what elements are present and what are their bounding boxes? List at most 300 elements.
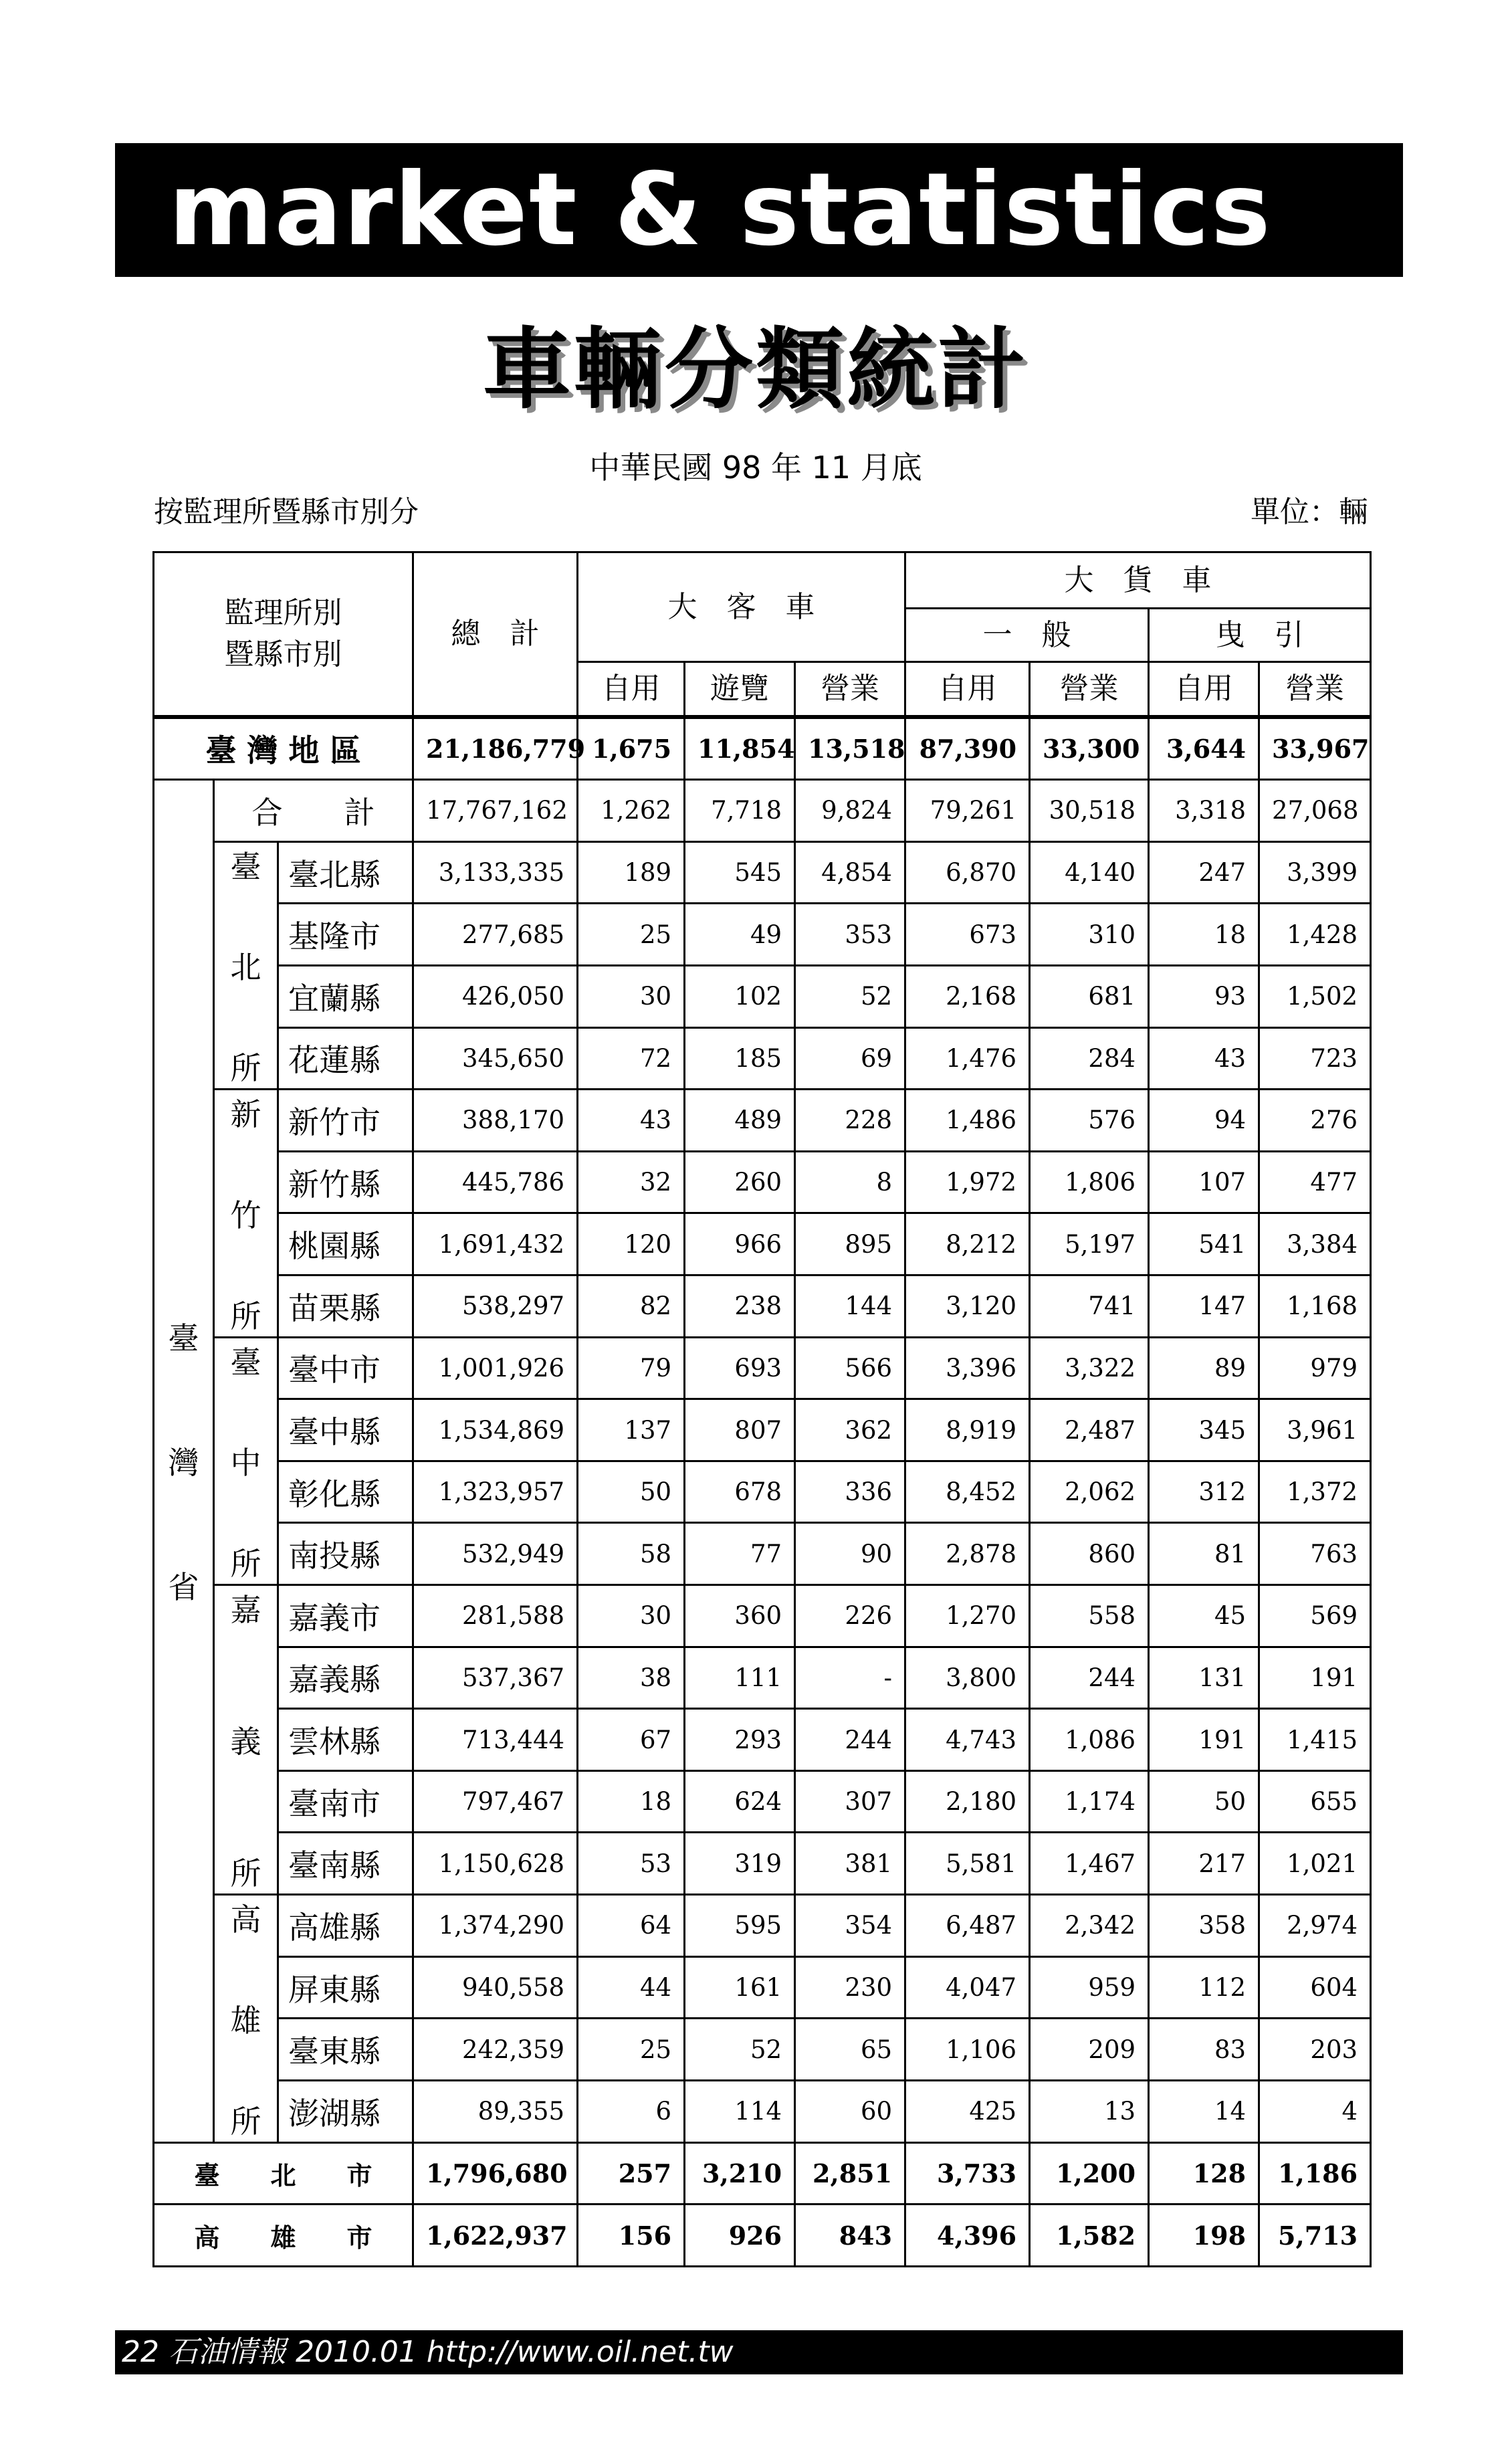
table-cell: 358: [1149, 1895, 1259, 1957]
table-cell: 1,582: [1030, 2205, 1149, 2267]
table-cell: 1,675: [578, 717, 685, 780]
table-cell: 319: [685, 1833, 795, 1895]
table-cell: 1,486: [905, 1090, 1030, 1152]
group-label-chiayi-office: [214, 1585, 278, 1895]
table-cell: 569: [1259, 1585, 1371, 1647]
table-row: [154, 1399, 1371, 1461]
header-bus: 大 客 車: [578, 552, 905, 662]
table-cell: 1,972: [905, 1151, 1030, 1213]
header-corner-line2: 暨縣市別: [224, 637, 342, 672]
header-total: 總 計: [413, 552, 578, 717]
table-cell: 843: [795, 2205, 905, 2267]
table-cell: 83: [1149, 2019, 1259, 2081]
table-row: [154, 2205, 1371, 2267]
table-cell: 445,786: [413, 1151, 578, 1213]
group-char: 臺: [168, 1320, 199, 1357]
group-char: 所: [230, 2103, 261, 2140]
table-cell: 4,854: [795, 841, 905, 904]
table-cell: 1,001,926: [413, 1337, 578, 1399]
header-corner: [154, 552, 413, 717]
table-cell: 1,270: [905, 1585, 1030, 1647]
table-cell: 5,713: [1259, 2205, 1371, 2267]
table-cell: 310: [1030, 904, 1149, 966]
statistics-table: [152, 551, 1372, 2267]
table-cell: 226: [795, 1585, 905, 1647]
table-row: [154, 1895, 1371, 1957]
table-cell: 3,396: [905, 1337, 1030, 1399]
table-cell: 53: [578, 1833, 685, 1895]
group-label-taipei-office: [214, 841, 278, 1089]
county-label: 彰化縣: [278, 1461, 413, 1523]
table-cell: 43: [1149, 1027, 1259, 1090]
table-cell: 67: [578, 1709, 685, 1771]
table-cell: 655: [1259, 1770, 1371, 1833]
table-cell: 3,210: [685, 2142, 795, 2205]
table-cell: 8,452: [905, 1461, 1030, 1523]
table-cell: 18: [1149, 904, 1259, 966]
county-label: 臺北縣: [278, 841, 413, 904]
table-cell: 209: [1030, 2019, 1149, 2081]
table-cell: 1,502: [1259, 965, 1371, 1027]
table-cell: 25: [578, 2019, 685, 2081]
group-char: 所: [230, 1050, 261, 1087]
table-cell: 3,644: [1149, 717, 1259, 780]
table-cell: 693: [685, 1337, 795, 1399]
table-cell: 260: [685, 1151, 795, 1213]
table-cell: 681: [1030, 965, 1149, 1027]
county-label: 雲林縣: [278, 1709, 413, 1771]
table-cell: 1,534,869: [413, 1399, 578, 1461]
table-cell: 360: [685, 1585, 795, 1647]
county-label: 臺東縣: [278, 2019, 413, 2081]
table-cell: 13: [1030, 2080, 1149, 2142]
table-row: [154, 1213, 1371, 1275]
table-cell: 33,967: [1259, 717, 1371, 780]
table-cell: 43: [578, 1090, 685, 1152]
table-cell: 2,342: [1030, 1895, 1149, 1957]
group-char: 省: [168, 1569, 199, 1606]
table-row: [154, 1337, 1371, 1399]
header-banner: [115, 143, 1403, 277]
table-cell: 5,197: [1030, 1213, 1149, 1275]
group-label-kaohsiung-office: [214, 1895, 278, 2142]
table-cell: 2,974: [1259, 1895, 1371, 1957]
table-row: [154, 1956, 1371, 2019]
table-cell: 65: [795, 2019, 905, 2081]
table-cell: 678: [685, 1461, 795, 1523]
unit-note: 單位：輛: [1251, 495, 1368, 529]
table-cell: 345,650: [413, 1027, 578, 1090]
header-bus-commercial: 營業: [795, 662, 905, 717]
table-cell: 895: [795, 1213, 905, 1275]
table-cell: 741: [1030, 1275, 1149, 1338]
table-cell: 131: [1149, 1647, 1259, 1709]
table-cell: 3,399: [1259, 841, 1371, 904]
group-char: 所: [230, 1546, 261, 1582]
table-row: [154, 1275, 1371, 1338]
table-cell: 69: [795, 1027, 905, 1090]
table-cell: 112: [1149, 1956, 1259, 2019]
table-cell: 604: [1259, 1956, 1371, 2019]
table-cell: 538,297: [413, 1275, 578, 1338]
table-cell: 4: [1259, 2080, 1371, 2142]
table-row: [154, 1151, 1371, 1213]
table-cell: 979: [1259, 1337, 1371, 1399]
table-cell: 2,487: [1030, 1399, 1149, 1461]
table-cell: 1,150,628: [413, 1833, 578, 1895]
table-cell: 147: [1149, 1275, 1259, 1338]
table-cell: 244: [795, 1709, 905, 1771]
group-char: 嘉: [230, 1592, 261, 1629]
table-cell: 959: [1030, 1956, 1149, 2019]
table-cell: 1,476: [905, 1027, 1030, 1090]
table-cell: 354: [795, 1895, 905, 1957]
group-char: 灣: [168, 1445, 199, 1481]
group-label-province: [154, 780, 214, 2142]
header-tractor: 曳 引: [1149, 609, 1371, 662]
table-cell: 49: [685, 904, 795, 966]
header-general: 一 般: [905, 609, 1149, 662]
table-cell: 38: [578, 1647, 685, 1709]
header-tractor-private: 自用: [1149, 662, 1259, 717]
table-cell: 8,212: [905, 1213, 1030, 1275]
table-cell: 1,186: [1259, 2142, 1371, 2205]
table-cell: 120: [578, 1213, 685, 1275]
table-cell: 1,806: [1030, 1151, 1149, 1213]
table-cell: 114: [685, 2080, 795, 2142]
table-cell: 238: [685, 1275, 795, 1338]
table-cell: 860: [1030, 1523, 1149, 1585]
table-cell: 381: [795, 1833, 905, 1895]
table-cell: 284: [1030, 1027, 1149, 1090]
table-cell: 137: [578, 1399, 685, 1461]
table-cell: 276: [1259, 1090, 1371, 1152]
table-cell: 1,323,957: [413, 1461, 578, 1523]
table-cell: 79: [578, 1337, 685, 1399]
table-cell: 545: [685, 841, 795, 904]
table-cell: 763: [1259, 1523, 1371, 1585]
table-cell: 426,050: [413, 965, 578, 1027]
county-label: 苗栗縣: [278, 1275, 413, 1338]
group-char: 雄: [230, 2002, 261, 2039]
table-cell: 128: [1149, 2142, 1259, 2205]
table-cell: 257: [578, 2142, 685, 2205]
table-cell: 2,878: [905, 1523, 1030, 1585]
table-row: [154, 2080, 1371, 2142]
table-cell: 489: [685, 1090, 795, 1152]
table-cell: 185: [685, 1027, 795, 1090]
table-row: [154, 2142, 1371, 2205]
table-cell: 1,106: [905, 2019, 1030, 2081]
county-label: 新竹縣: [278, 1151, 413, 1213]
table-cell: 52: [795, 965, 905, 1027]
table-cell: 89: [1149, 1337, 1259, 1399]
table-cell: 4,047: [905, 1956, 1030, 2019]
table-cell: 50: [1149, 1770, 1259, 1833]
header-tractor-commercial: 營業: [1259, 662, 1371, 717]
table-cell: 230: [795, 1956, 905, 2019]
group-char: 臺: [230, 1344, 261, 1380]
table-row: [154, 1523, 1371, 1585]
table-cell: 102: [685, 965, 795, 1027]
table-cell: 3,120: [905, 1275, 1030, 1338]
table-row: [154, 1090, 1371, 1152]
table-row: [154, 965, 1371, 1027]
table-cell: 312: [1149, 1461, 1259, 1523]
county-label: 高雄縣: [278, 1895, 413, 1957]
table-cell: 353: [795, 904, 905, 966]
table-cell: 6: [578, 2080, 685, 2142]
table-cell: 33,300: [1030, 717, 1149, 780]
table-cell: 18: [578, 1770, 685, 1833]
table-row: [154, 1833, 1371, 1895]
table-cell: 1,415: [1259, 1709, 1371, 1771]
table-cell: 3,322: [1030, 1337, 1149, 1399]
table-cell: 336: [795, 1461, 905, 1523]
table-cell: 90: [795, 1523, 905, 1585]
group-char: 義: [230, 1724, 261, 1760]
county-label: 臺中縣: [278, 1399, 413, 1461]
table-cell: 144: [795, 1275, 905, 1338]
table-cell: 247: [1149, 841, 1259, 904]
table-cell: 966: [685, 1213, 795, 1275]
table-cell: 566: [795, 1337, 905, 1399]
table-cell: 1,622,937: [413, 2205, 578, 2267]
county-label: 屏東縣: [278, 1956, 413, 2019]
table-cell: 11,854: [685, 717, 795, 780]
table-cell: 27,068: [1259, 780, 1371, 842]
table-cell: 32: [578, 1151, 685, 1213]
table-cell: 307: [795, 1770, 905, 1833]
table-cell: 77: [685, 1523, 795, 1585]
table-cell: 8: [795, 1151, 905, 1213]
table-cell: 4,140: [1030, 841, 1149, 904]
table-cell: 1,796,680: [413, 2142, 578, 2205]
table-cell: 3,133,335: [413, 841, 578, 904]
table-cell: 30: [578, 965, 685, 1027]
group-char: 所: [230, 1855, 261, 1892]
table-row: [154, 1647, 1371, 1709]
header-general-private: 自用: [905, 662, 1030, 717]
table-cell: 44: [578, 1956, 685, 2019]
table-cell: 30: [578, 1585, 685, 1647]
group-char: 中: [230, 1445, 261, 1481]
table-cell: 797,467: [413, 1770, 578, 1833]
footer-bar: [115, 2330, 1403, 2374]
group-label-taichung-office: [214, 1337, 278, 1584]
table-cell: 576: [1030, 1090, 1149, 1152]
county-label: 桃園縣: [278, 1213, 413, 1275]
table-cell: 2,851: [795, 2142, 905, 2205]
table-cell: 541: [1149, 1213, 1259, 1275]
header-corner-line1: 監理所別: [224, 596, 342, 631]
table-body: [154, 717, 1371, 2267]
group-char: 所: [230, 1298, 261, 1334]
table-cell: 537,367: [413, 1647, 578, 1709]
row-label: 臺 灣 地 區: [154, 717, 413, 780]
table-cell: 217: [1149, 1833, 1259, 1895]
table-cell: 107: [1149, 1151, 1259, 1213]
table-cell: 156: [578, 2205, 685, 2267]
table-cell: 191: [1149, 1709, 1259, 1771]
table-row: [154, 1461, 1371, 1523]
page-title: 車輛分類統計: [483, 318, 1029, 421]
table-cell: 13,518: [795, 717, 905, 780]
table-cell: 1,168: [1259, 1275, 1371, 1338]
header-bus-tour: 遊覽: [685, 662, 795, 717]
table-cell: 362: [795, 1399, 905, 1461]
table-cell: 21,186,779: [413, 717, 578, 780]
table-cell: 60: [795, 2080, 905, 2142]
row-label: 高 雄 市: [154, 2205, 413, 2267]
table-cell: 2,168: [905, 965, 1030, 1027]
table-cell: 9,824: [795, 780, 905, 842]
table-cell: 72: [578, 1027, 685, 1090]
table-cell: 203: [1259, 2019, 1371, 2081]
table-cell: 1,428: [1259, 904, 1371, 966]
table-cell: 8,919: [905, 1399, 1030, 1461]
table-cell: 1,200: [1030, 2142, 1149, 2205]
group-char: 北: [230, 949, 261, 986]
county-label: 基隆市: [278, 904, 413, 966]
county-label: 新竹市: [278, 1090, 413, 1152]
county-label: 澎湖縣: [278, 2080, 413, 2142]
county-label: 花蓮縣: [278, 1027, 413, 1090]
table-cell: 1,372: [1259, 1461, 1371, 1523]
table-row: [154, 1709, 1371, 1771]
table-row: [154, 1770, 1371, 1833]
table-cell: 81: [1149, 1523, 1259, 1585]
table-cell: 58: [578, 1523, 685, 1585]
county-label: 宜蘭縣: [278, 965, 413, 1027]
county-label: 臺南市: [278, 1770, 413, 1833]
table-cell: 30,518: [1030, 780, 1149, 842]
table-cell: 477: [1259, 1151, 1371, 1213]
county-label: 嘉義市: [278, 1585, 413, 1647]
group-char: 高: [230, 1902, 261, 1938]
table-cell: 3,733: [905, 2142, 1030, 2205]
table-cell: 1,467: [1030, 1833, 1149, 1895]
table-cell: 293: [685, 1709, 795, 1771]
banner-title: market & statistics: [169, 152, 1272, 268]
table-cell: 558: [1030, 1585, 1149, 1647]
report-date: 中華民國 98 年 11 月底: [589, 449, 922, 486]
group-char: 新: [230, 1096, 261, 1133]
table-row: [154, 1585, 1371, 1647]
table-cell: 228: [795, 1090, 905, 1152]
table-cell: 281,588: [413, 1585, 578, 1647]
table-cell: 82: [578, 1275, 685, 1338]
table-cell: 244: [1030, 1647, 1149, 1709]
table-cell: 1,262: [578, 780, 685, 842]
table-cell: 1,374,290: [413, 1895, 578, 1957]
table-cell: 45: [1149, 1585, 1259, 1647]
table-cell: 6,487: [905, 1895, 1030, 1957]
table-cell: 425: [905, 2080, 1030, 2142]
table-cell: 807: [685, 1399, 795, 1461]
table-cell: -: [795, 1647, 905, 1709]
group-char: 竹: [230, 1197, 261, 1233]
table-cell: 7,718: [685, 780, 795, 842]
table-cell: 64: [578, 1895, 685, 1957]
table-cell: 940,558: [413, 1956, 578, 2019]
table-cell: 242,359: [413, 2019, 578, 2081]
table-cell: 25: [578, 904, 685, 966]
table-row: [154, 780, 1371, 842]
table-cell: 532,949: [413, 1523, 578, 1585]
table-row: [154, 1027, 1371, 1090]
table-cell: 713,444: [413, 1709, 578, 1771]
table-cell: 3,318: [1149, 780, 1259, 842]
table-row: [154, 904, 1371, 966]
table-cell: 595: [685, 1895, 795, 1957]
table-cell: 6,870: [905, 841, 1030, 904]
table-cell: 161: [685, 1956, 795, 2019]
table-cell: 191: [1259, 1647, 1371, 1709]
table-cell: 79,261: [905, 780, 1030, 842]
group-label-hsinchu-office: [214, 1090, 278, 1337]
table-cell: 4,743: [905, 1709, 1030, 1771]
table-cell: 94: [1149, 1090, 1259, 1152]
table-row: [154, 717, 1371, 780]
row-label: 臺 北 市: [154, 2142, 413, 2205]
header-bus-private: 自用: [578, 662, 685, 717]
header-general-commercial: 營業: [1030, 662, 1149, 717]
row-label: 合 計: [214, 780, 413, 842]
table-cell: 3,800: [905, 1647, 1030, 1709]
table-cell: 17,767,162: [413, 780, 578, 842]
table-cell: 1,691,432: [413, 1213, 578, 1275]
table-cell: 1,086: [1030, 1709, 1149, 1771]
table-cell: 277,685: [413, 904, 578, 966]
table-cell: 198: [1149, 2205, 1259, 2267]
table-cell: 624: [685, 1770, 795, 1833]
table-cell: 89,355: [413, 2080, 578, 2142]
table-cell: 388,170: [413, 1090, 578, 1152]
table-cell: 5,581: [905, 1833, 1030, 1895]
table-cell: 93: [1149, 965, 1259, 1027]
table-cell: 189: [578, 841, 685, 904]
table-cell: 50: [578, 1461, 685, 1523]
table-cell: 3,961: [1259, 1399, 1371, 1461]
table-row: [154, 2019, 1371, 2081]
table-cell: 1,174: [1030, 1770, 1149, 1833]
header-truck: 大 貨 車: [905, 552, 1371, 609]
table-cell: 1,021: [1259, 1833, 1371, 1895]
table-cell: 14: [1149, 2080, 1259, 2142]
vehicle-statistics-table: [152, 551, 1370, 2267]
county-label: 臺南縣: [278, 1833, 413, 1895]
table-cell: 345: [1149, 1399, 1259, 1461]
table-cell: 2,180: [905, 1770, 1030, 1833]
group-char: 臺: [230, 848, 261, 885]
county-label: 臺中市: [278, 1337, 413, 1399]
table-row: [154, 841, 1371, 904]
county-label: 南投縣: [278, 1523, 413, 1585]
table-cell: 111: [685, 1647, 795, 1709]
footer-text: 22 石油情報 2010.01 http://www.oil.net.tw: [122, 2335, 734, 2369]
table-cell: 2,062: [1030, 1461, 1149, 1523]
table-cell: 87,390: [905, 717, 1030, 780]
county-label: 嘉義縣: [278, 1647, 413, 1709]
table-cell: 926: [685, 2205, 795, 2267]
table-cell: 52: [685, 2019, 795, 2081]
table-cell: 673: [905, 904, 1030, 966]
table-cell: 723: [1259, 1027, 1371, 1090]
table-cell: 4,396: [905, 2205, 1030, 2267]
classification-note: 按監理所暨縣市別分: [154, 495, 419, 529]
table-cell: 3,384: [1259, 1213, 1371, 1275]
